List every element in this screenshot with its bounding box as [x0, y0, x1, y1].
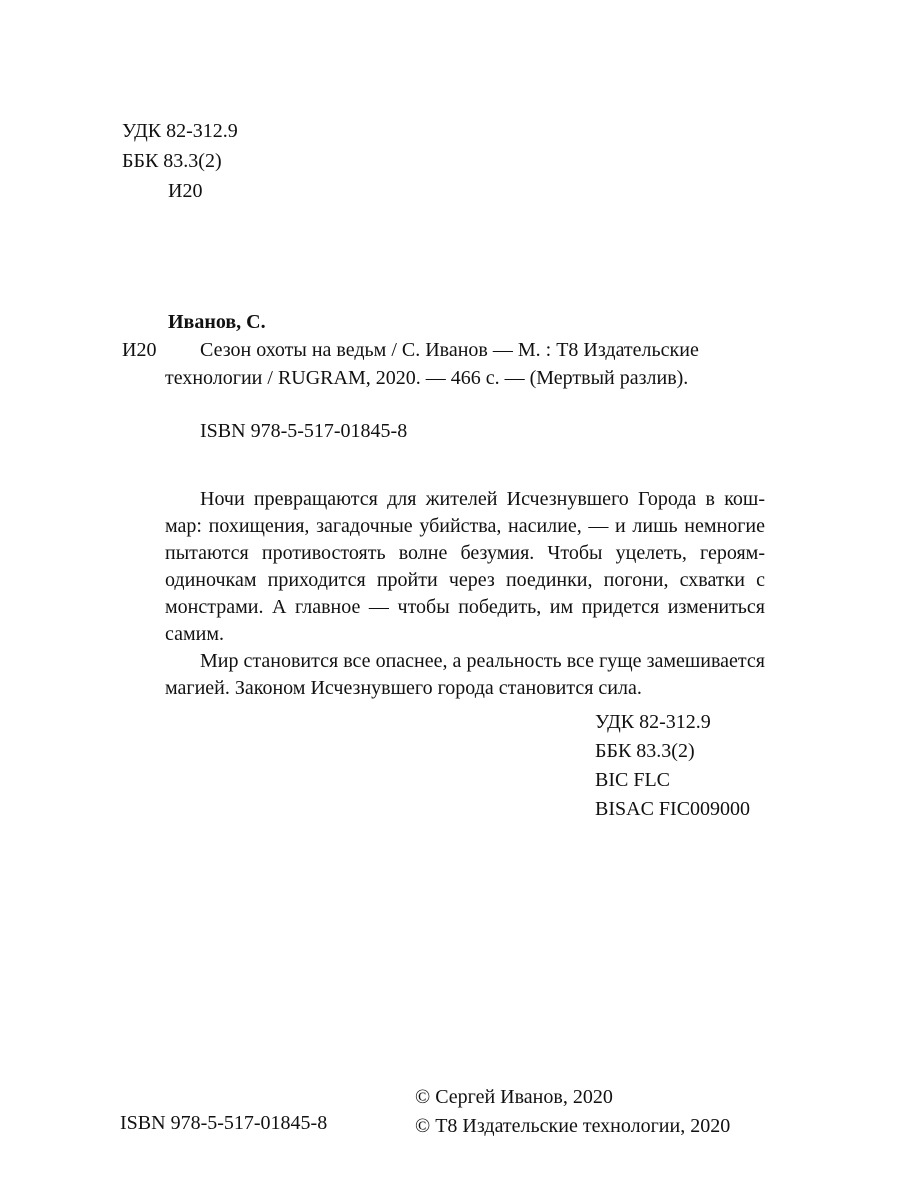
- card-author-sign: И20: [122, 339, 157, 361]
- udk-code: УДК 82-312.9: [122, 120, 238, 142]
- classification-block: [122, 116, 238, 206]
- udk-code: УДК 82-312.9: [595, 711, 711, 733]
- copyright-author: © Сергей Иванов, 2020: [415, 1086, 613, 1108]
- footer-isbn: ISBN 978-5-517-01845-8: [120, 1112, 328, 1134]
- annotation-line: пытаются противостоять волне безумия. Чтобы уцелеть, героям-: [165, 542, 765, 564]
- annotation-line: монстрами. А главное — чтобы победить, им придется измениться: [165, 596, 765, 618]
- copyright-publisher: © Т8 Издательские технологии, 2020: [415, 1115, 731, 1137]
- annotation-line: Ночи превращаются для жителей Исчезнувшего Города в кош-: [200, 488, 765, 510]
- isbn-number: ISBN 978-5-517-01845-8: [200, 420, 408, 442]
- classification-block-right: [595, 708, 750, 824]
- annotation-line: мар: похищения, загадочные убийства, насилие, — и лишь немногие: [165, 515, 765, 537]
- author-sign-code: И20: [168, 180, 203, 202]
- copyright-block: [415, 1083, 730, 1141]
- annotation-line: Мир становится все опаснее, а реальность все гуще замешивается: [200, 650, 765, 672]
- catalog-card: [122, 308, 772, 392]
- card-title-row: [122, 336, 772, 364]
- annotation-line: одиночкам приходится пройти через поединки, погони, схватки с: [165, 569, 765, 591]
- card-title-continuation: технологии / RUGRAM, 2020. — 466 с. — (Мертвый разлив).: [165, 367, 689, 389]
- bbk-code: ББК 83.3(2): [122, 150, 222, 172]
- annotation-line: самим.: [165, 623, 225, 645]
- bic-code: BIC FLC: [595, 769, 671, 791]
- card-title-line: Сезон охоты на ведьм / С. Иванов — М. : Т8 Издательские: [200, 339, 699, 361]
- annotation-line: магией. Законом Исчезнувшего города становится сила.: [165, 677, 642, 699]
- annotation-text: [165, 486, 765, 702]
- bisac-code: BISAC FIC009000: [595, 798, 751, 820]
- bbk-code: ББК 83.3(2): [595, 740, 695, 762]
- author-name: Иванов, С.: [168, 311, 266, 333]
